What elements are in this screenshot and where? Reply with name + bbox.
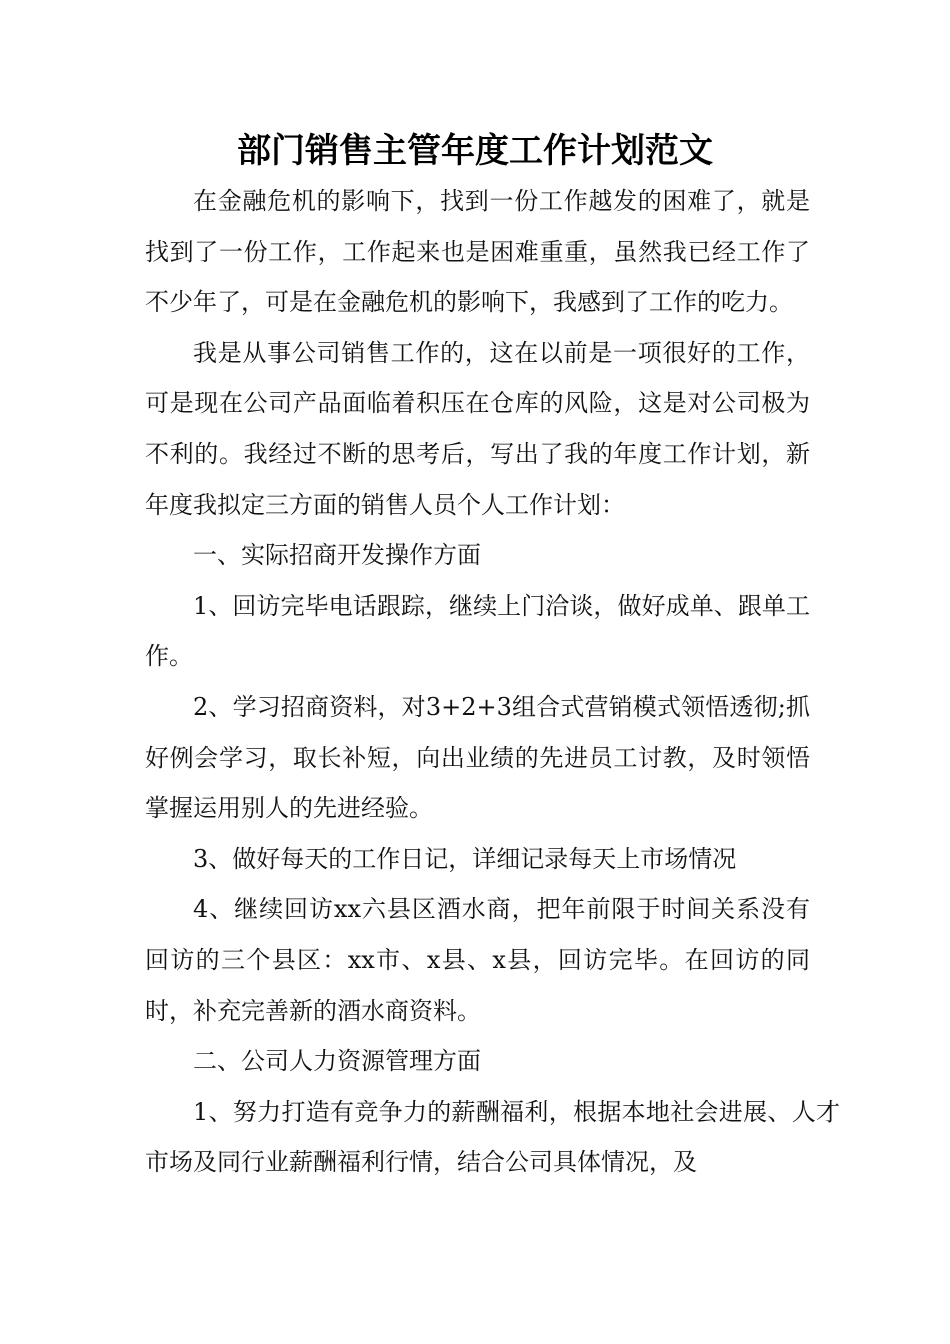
document-title: 部门销售主管年度工作计划范文: [237, 131, 713, 171]
document-body: [145, 176, 840, 1188]
paragraph-item-1-3: 3、做好每天的工作日记，详细记录每天上市场情况: [193, 844, 737, 873]
paragraph-item-1-2: 2、学习招商资料，对3+2+3组合式营销模式领悟透彻;抓好例会学习，取长补短，向出业绩的先进员工讨教，及时领悟掌握运用别人的先进经验。: [145, 692, 810, 823]
paragraph-intro-1: 在金融危机的影响下，找到一份工作越发的困难了，就是找到了一份工作，工作起来也是困难重重，虽然我已经工作了不少年了，可是在金融危机的影响下，我感到了工作的吃力。: [145, 187, 810, 317]
paragraph-item-1-1: 1、回访完毕电话跟踪，继续上门洽谈，做好成单、跟单工作。: [145, 591, 810, 671]
section-heading-1: 一、实际招商开发操作方面: [193, 541, 481, 570]
paragraph-intro-2: 我是从事公司销售工作的，这在以前是一项很好的工作，可是现在公司产品面临着积压在仓库的风险，这是对公司极为不利的。我经过不断的思考后，写出了我的年度工作计划，新年度我拟定三方面的销售人员个人工作计划：: [145, 338, 810, 519]
section-heading-2: 二、公司人力资源管理方面: [193, 1047, 481, 1076]
paragraph-item-1-4: 4、继续回访xx六县区酒水商，把年前限于时间关系没有回访的三个县区：xx市、x县、x县，回访完毕。在回访的同时，补充完善新的酒水商资料。: [145, 895, 810, 1025]
paragraph-item-2-1: 1、努力打造有竞争力的薪酬福利，根据本地社会进展、人才市场及同行业薪酬福利行情，结合公司具体情况，及: [145, 1097, 840, 1177]
